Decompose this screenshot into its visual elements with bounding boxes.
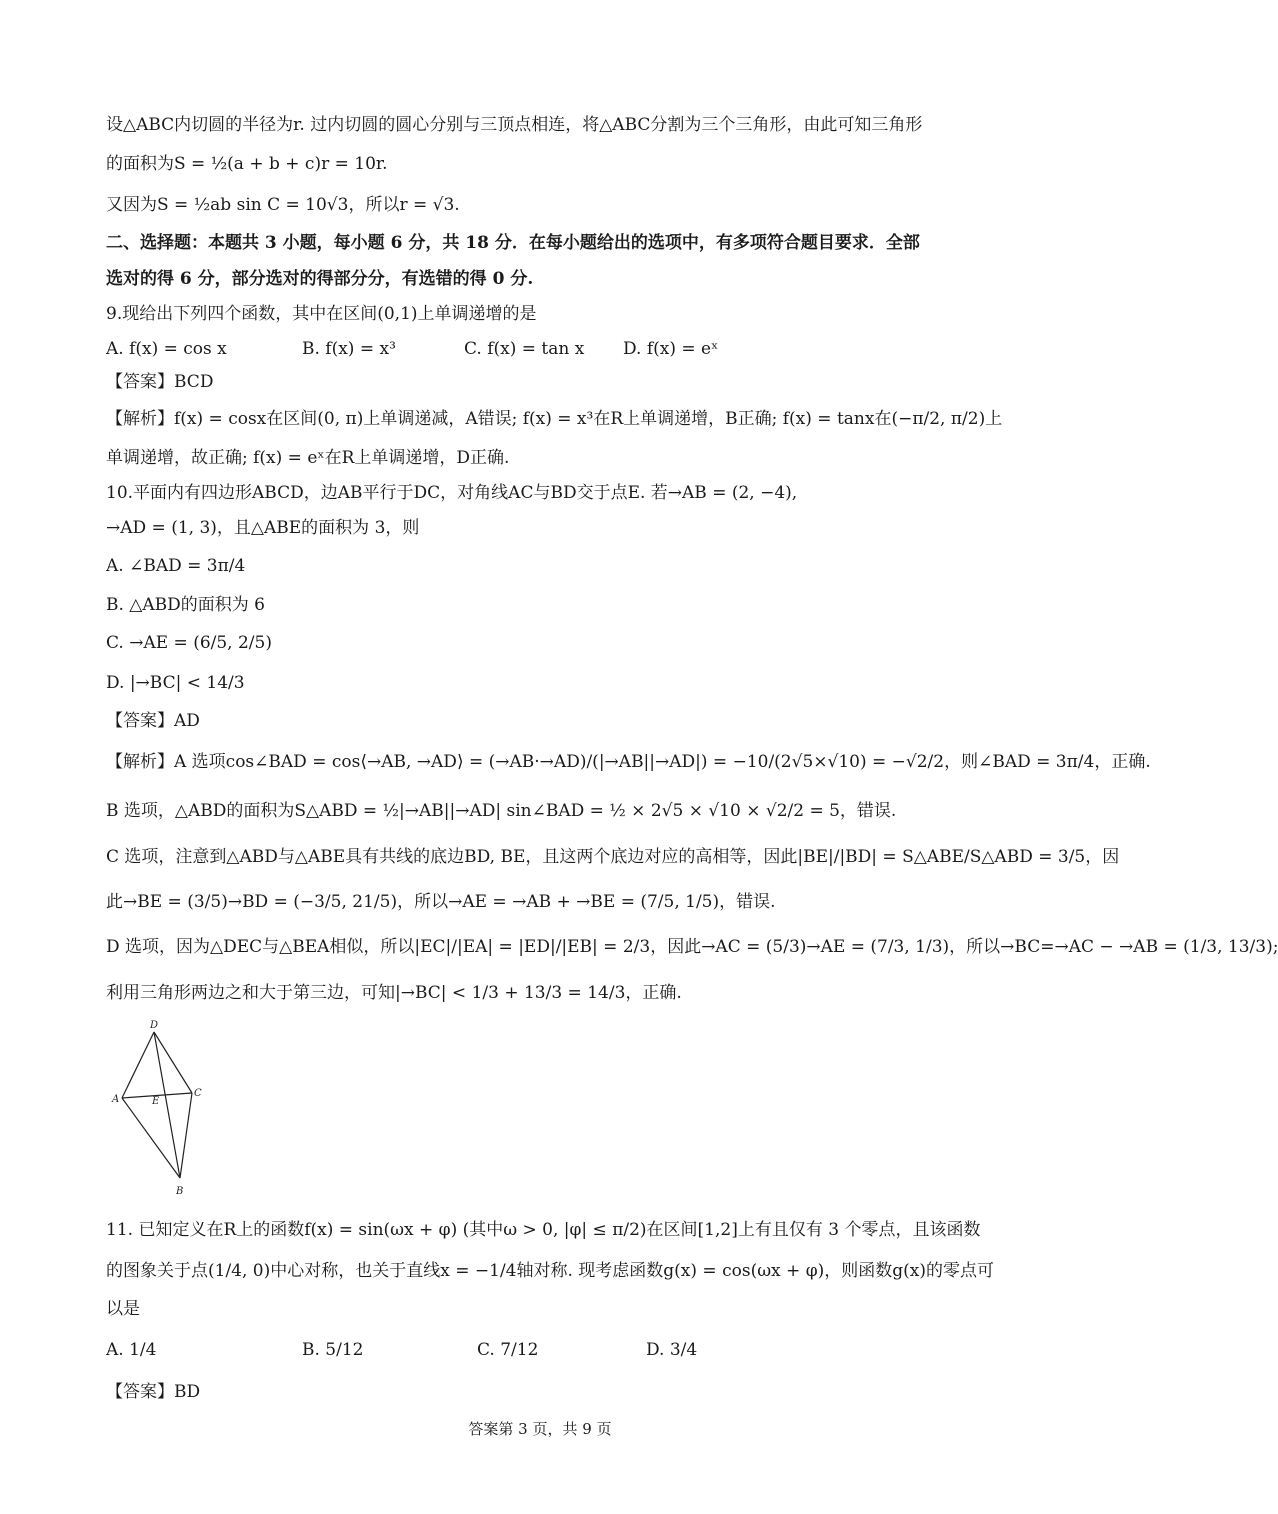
analysis-line: 【解析】A 选项cos∠BAD = cos⟨→AB, →AD⟩ = (→AB·→AD)/(|→AB||→AD|) = −10/(2√5×√10) = −√2/2，则∠BAD = 3π/4，正确. xyxy=(106,752,1151,772)
analysis-line: 利用三角形两边之和大于第三边，可知|→BC| < 1/3 + 13/3 = 14/3，正确. xyxy=(106,983,682,1003)
question-10-stem: →AD = (1, 3)，且△ABE的面积为 3，则 xyxy=(106,518,420,538)
q10-option-c: C. →AE = (6/5, 2/5) xyxy=(106,633,272,653)
question-11-stem: 的图象关于点(1/4, 0)中心对称，也关于直线x = −1/4轴对称. 现考虑函数g(x) = cos(ωx + φ)，则函数g(x)的零点可 xyxy=(106,1261,994,1281)
label-b: B xyxy=(176,1186,184,1197)
label-d: D xyxy=(150,1020,159,1031)
q10-option-d: D. |→BC| < 14/3 xyxy=(106,673,245,693)
label-e: E xyxy=(152,1096,160,1107)
answer-line: 【答案】BD xyxy=(106,1382,201,1402)
q9-option-b: B. f(x) = x³ xyxy=(302,339,396,359)
label-a: A xyxy=(112,1094,120,1105)
q11-option-d: D. 3/4 xyxy=(646,1340,698,1360)
q10-option-a: A. ∠BAD = 3π/4 xyxy=(106,556,246,576)
q11-option-b: B. 5/12 xyxy=(302,1340,364,1360)
answer-line: 【答案】BCD xyxy=(106,372,214,392)
q11-option-c: C. 7/12 xyxy=(477,1340,539,1360)
q10-option-b: B. △ABD的面积为 6 xyxy=(106,595,265,615)
analysis-line: D 选项，因为△DEC与△BEA相似，所以|EC|/|EA| = |ED|/|EB| = 2/3，因此→AC = (5/3)→AE = (7/3, 1/3)，所以→BC=→AC − →AB = (1/3, 13/3); xyxy=(106,937,1278,957)
label-c: C xyxy=(194,1088,202,1099)
text-line: 又因为S = ½ab sin C = 10√3，所以r = √3. xyxy=(106,195,460,215)
analysis-line: B 选项，△ABD的面积为S△ABD = ½|→AB||→AD| sin∠BAD = ½ × 2√5 × √10 × √2/2 = 5，错误. xyxy=(106,801,897,821)
question-9-stem: 9.现给出下列四个函数，其中在区间(0,1)上单调递增的是 xyxy=(106,304,537,324)
q9-option-d: D. f(x) = eˣ xyxy=(623,339,719,359)
analysis-line: 单调递增，故正确; f(x) = eˣ在R上单调递增，D正确. xyxy=(106,448,510,468)
analysis-line: 【解析】f(x) = cosx在区间(0, π)上单调递减，A错误; f(x) = x³在R上单调递增，B正确; f(x) = tanx在(−π/2, π/2)上 xyxy=(106,409,1003,429)
text-line: 的面积为S = ½(a + b + c)r = 10r. xyxy=(106,154,388,174)
analysis-line: C 选项，注意到△ABD与△ABE具有共线的底边BD, BE，且这两个底边对应的高相等，因此|BE|/|BD| = S△ABE/S△ABD = 3/5，因 xyxy=(106,847,1120,867)
answer-line: 【答案】AD xyxy=(106,711,200,731)
question-11-stem: 11. 已知定义在R上的函数f(x) = sin(ωx + φ) (其中ω > 0, |φ| ≤ π/2)在区间[1,2]上有且仅有 3 个零点，且该函数 xyxy=(106,1220,981,1240)
page-footer: 答案第 3 页，共 9 页 xyxy=(468,1420,612,1438)
section-heading: 二、选择题：本题共 3 小题，每小题 6 分，共 18 分．在每小题给出的选项中，有多项符合题目要求．全部 xyxy=(106,233,920,253)
section-heading: 选对的得 6 分，部分选对的得部分分，有选错的得 0 分. xyxy=(106,269,534,289)
analysis-line: 此→BE = (3/5)→BD = (−3/5, 21/5)，所以→AE = →AB + →BE = (7/5, 1/5)，错误. xyxy=(106,892,776,912)
text-line: 设△ABC内切圆的半径为r. 过内切圆的圆心分别与三顶点相连，将△ABC分割为三个三角形，由此可知三角形 xyxy=(106,115,923,135)
quadrilateral-figure xyxy=(110,1018,210,1200)
question-11-stem: 以是 xyxy=(106,1299,140,1319)
q11-option-a: A. 1/4 xyxy=(106,1340,157,1360)
q9-option-a: A. f(x) = cos x xyxy=(106,339,227,359)
question-10-stem: 10.平面内有四边形ABCD，边AB平行于DC，对角线AC与BD交于点E. 若→AB = (2, −4), xyxy=(106,483,798,503)
q9-option-c: C. f(x) = tan x xyxy=(464,339,585,359)
